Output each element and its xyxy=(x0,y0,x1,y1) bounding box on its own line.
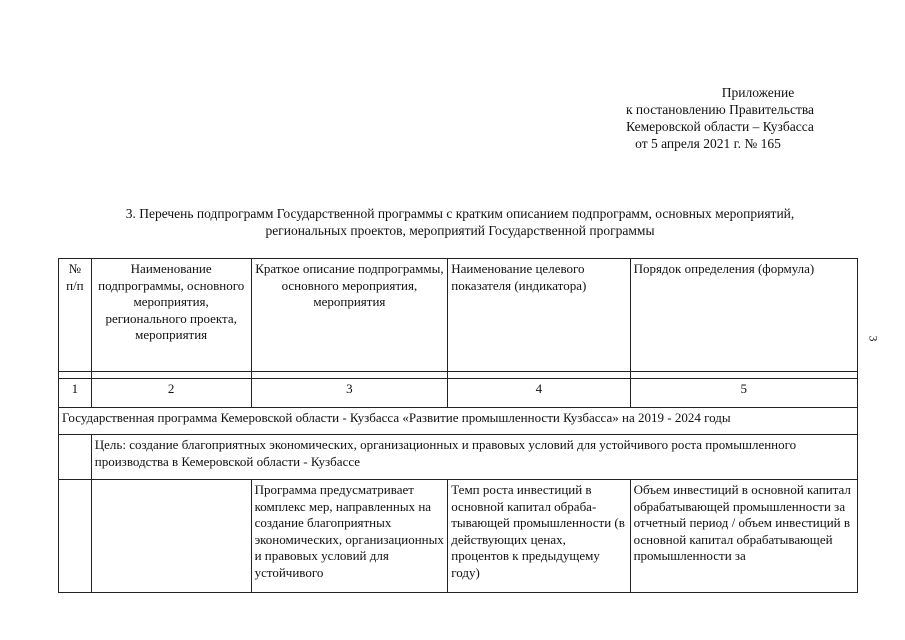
program-title: Государственная программа Кемеровской области - Кузбасса «Развитие промышленности Кузбасса» на 2019 - 2024 годы xyxy=(59,408,858,435)
program-row xyxy=(59,408,858,435)
table-header-row xyxy=(59,259,858,372)
row-number xyxy=(59,480,92,593)
column-number: 5 xyxy=(630,379,857,408)
header-description: Краткое описание подпрограммы, основного мероприятия, мероприятия xyxy=(251,259,448,372)
row-description: Программа предусматривает комплекс мер, направленных на создание благоприятных экономических, организационных и правовых условий для устойчивого xyxy=(251,480,448,593)
header-name: Наименование подпрограммы, основного мероприятия, регионального проекта, мероприятия xyxy=(91,259,251,372)
column-number: 2 xyxy=(91,379,251,408)
header-number: № п/п xyxy=(59,259,92,372)
header-formula: Порядок определения (формула) xyxy=(630,259,857,372)
table-separator xyxy=(59,372,858,379)
appendix-region: Кемеровской области – Кузбасса xyxy=(626,119,814,134)
section-heading-line2: региональных проектов, мероприятий Государственной программы xyxy=(265,223,655,238)
appendix-date: от 5 апреля 2021 г. № 165 xyxy=(635,136,781,151)
appendix-block xyxy=(560,84,880,152)
section-heading-line1: 3. Перечень подпрограмм Государственной программы с кратким описанием подпрограмм, основных мероприятий, xyxy=(125,206,795,221)
appendix-resolution: к постановлению Правительства xyxy=(625,102,815,117)
row-formula: Объем инвестиций в основной капитал обрабатывающей промышленности за отчетный период / объем инвестиций в основной капитал обрабатывающей промышленности за xyxy=(630,480,857,593)
row-name xyxy=(91,480,251,593)
goal-empty-cell xyxy=(59,435,92,480)
table-row xyxy=(59,480,858,593)
row-indicator: Темп роста инвестиций в основной капитал обраба-тывающей промышленности (в действующих ценах, процентов к предыдущему году) xyxy=(448,480,630,593)
column-number: 4 xyxy=(448,379,630,408)
column-number: 3 xyxy=(251,379,448,408)
goal-text: Цель: создание благоприятных экономических, организационных и правовых условий для устойчивого роста промышленного производства в Кемеровской области - Кузбассе xyxy=(91,435,857,480)
column-number: 1 xyxy=(59,379,92,408)
goal-row xyxy=(59,435,858,480)
appendix-title: Приложение xyxy=(721,85,795,100)
column-numbers-row xyxy=(59,379,858,408)
page-number: 3 xyxy=(866,335,881,342)
section-heading xyxy=(40,205,880,239)
subprograms-table xyxy=(58,258,858,593)
header-indicator: Наименование целевого показателя (индикатора) xyxy=(448,259,630,372)
